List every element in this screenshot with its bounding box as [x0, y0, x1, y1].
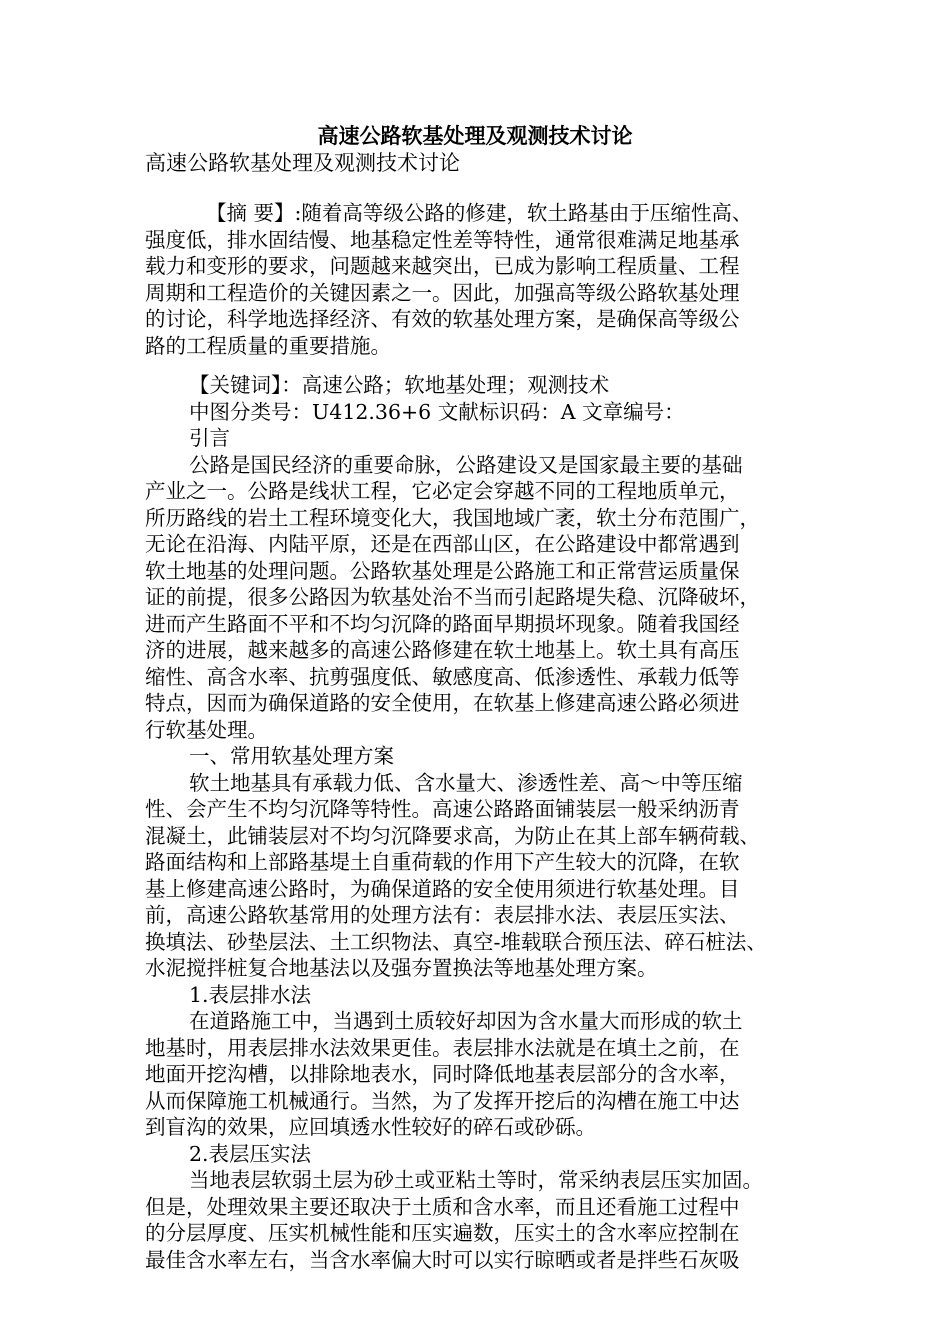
intro-line: 特点，因而为确保道路的安全使用，在软基上修建高速公路必须进 [145, 691, 740, 715]
section-heading: 一、常用软基处理方案 [189, 744, 394, 768]
subsection-heading: 1.表层排水法 [189, 982, 312, 1007]
section-line: 基上修建高速公路时，为确保道路的安全使用须进行软基处理。目 [145, 876, 740, 901]
document-subtitle: 高速公路软基处理及观测技术讨论 [145, 151, 460, 175]
abstract-line: 周期和工程造价的关键因素之一。因此，加强高等级公路软基处理 [145, 280, 740, 305]
subsection-line: 当地表层软弱土层为砂土或亚粘土等时，常采纳表层压实加固。 [189, 1168, 763, 1192]
section-line: 换填法、砂垫层法、土工织物法、真空-堆载联合预压法、碎石桩法、 [145, 929, 767, 954]
section-line: 软土地基具有承载力低、含水量大、渗透性差、高～中等压缩 [189, 770, 743, 795]
subsection-line: 在道路施工中，当遇到土质较好却因为含水量大而形成的软土 [189, 1009, 743, 1033]
subsection-line: 从而保障施工机械通行。当然，为了发挥开挖后的沟槽在施工中达 [145, 1088, 740, 1113]
intro-line: 所历路线的岩土工程环境变化大，我国地域广袤，软土分布范围广， [145, 505, 760, 530]
section-line: 性、会产生不均匀沉降等特性。高速公路路面铺装层一般采纳沥青 [145, 797, 740, 821]
abstract-line: 强度低，排水固结慢、地基稳定性差等特性，通常很难满足地基承 [145, 227, 740, 252]
subsection-line: 到盲沟的效果，应回填透水性较好的碎石或砂砾。 [145, 1115, 596, 1139]
intro-line: 公路是国民经济的重要命脉，公路建设又是国家最主要的基础 [189, 452, 743, 477]
intro-line: 济的进展，越来越多的高速公路修建在软土地基上。软土具有高压 [145, 638, 740, 662]
intro-line: 行软基处理。 [145, 717, 268, 742]
document-title: 高速公路软基处理及观测技术讨论 [317, 123, 633, 148]
intro-line: 产业之一。公路是线状工程，它必定会穿越不同的工程地质单元， [145, 479, 740, 503]
intro-line: 缩性、高含水率、抗剪强度低、敏感度高、低渗透性、承载力低等 [145, 664, 740, 689]
keywords-line: 【关键词】：高速公路；软地基处理；观测技术 [189, 373, 610, 397]
intro-line: 证的前提，很多公路因为软基处治不当而引起路堤失稳、沉降破坏， [145, 585, 760, 609]
subsection-line: 地面开挖沟槽，以排除地表水，同时降低地基表层部分的含水率， [145, 1062, 740, 1086]
abstract-line: 路的工程质量的重要措施。 [145, 333, 391, 358]
subsection-heading: 2.表层压实法 [189, 1141, 312, 1166]
abstract-paragraph [145, 200, 805, 359]
intro-line: 软土地基的处理问题。公路软基处理是公路施工和正常营运质量保 [145, 558, 740, 583]
section-line: 水泥搅拌桩复合地基法以及强夯置换法等地基处理方案。 [145, 956, 658, 980]
subsection-line: 最佳含水率左右，当含水率偏大时可以实行晾晒或者是拌些石灰吸 [145, 1247, 740, 1272]
abstract-line: 载力和变形的要求，问题越来越突出，已成为影响工程质量、工程 [145, 254, 740, 278]
subsection-line: 的分层厚度、压实机械性能和压实遍数，压实土的含水率应控制在 [145, 1221, 740, 1245]
abstract-line: 【摘 要】:随着高等级公路的修建，软土路基由于压缩性高、 [206, 201, 753, 225]
subsection-line: 但是，处理效果主要还取决于土质和含水率，而且还看施工过程中 [145, 1194, 740, 1219]
classification-line: 中图分类号：U412.36+6 文献标识码：A 文章编号： [189, 399, 685, 424]
section-line: 混凝土，此铺装层对不均匀沉降要求高，为防止在其上部车辆荷载、 [145, 823, 760, 848]
intro-line: 进而产生路面不平和不均匀沉降的路面早期损坏现象。随着我国经 [145, 611, 740, 636]
subsection-line: 地基时，用表层排水法效果更佳。表层排水法就是在填土之前，在 [145, 1035, 740, 1060]
intro-heading: 引言 [189, 426, 230, 450]
intro-line: 无论在沿海、内陆平原，还是在西部山区，在公路建设中都常遇到 [145, 532, 740, 556]
section-line: 前，高速公路软基常用的处理方法有：表层排水法、表层压实法、 [145, 903, 740, 927]
abstract-line: 的讨论，科学地选择经济、有效的软基处理方案，是确保高等级公 [145, 307, 740, 331]
section-line: 路面结构和上部路基堤土自重荷载的作用下产生较大的沉降，在软 [145, 850, 740, 874]
body-text [145, 372, 805, 1273]
